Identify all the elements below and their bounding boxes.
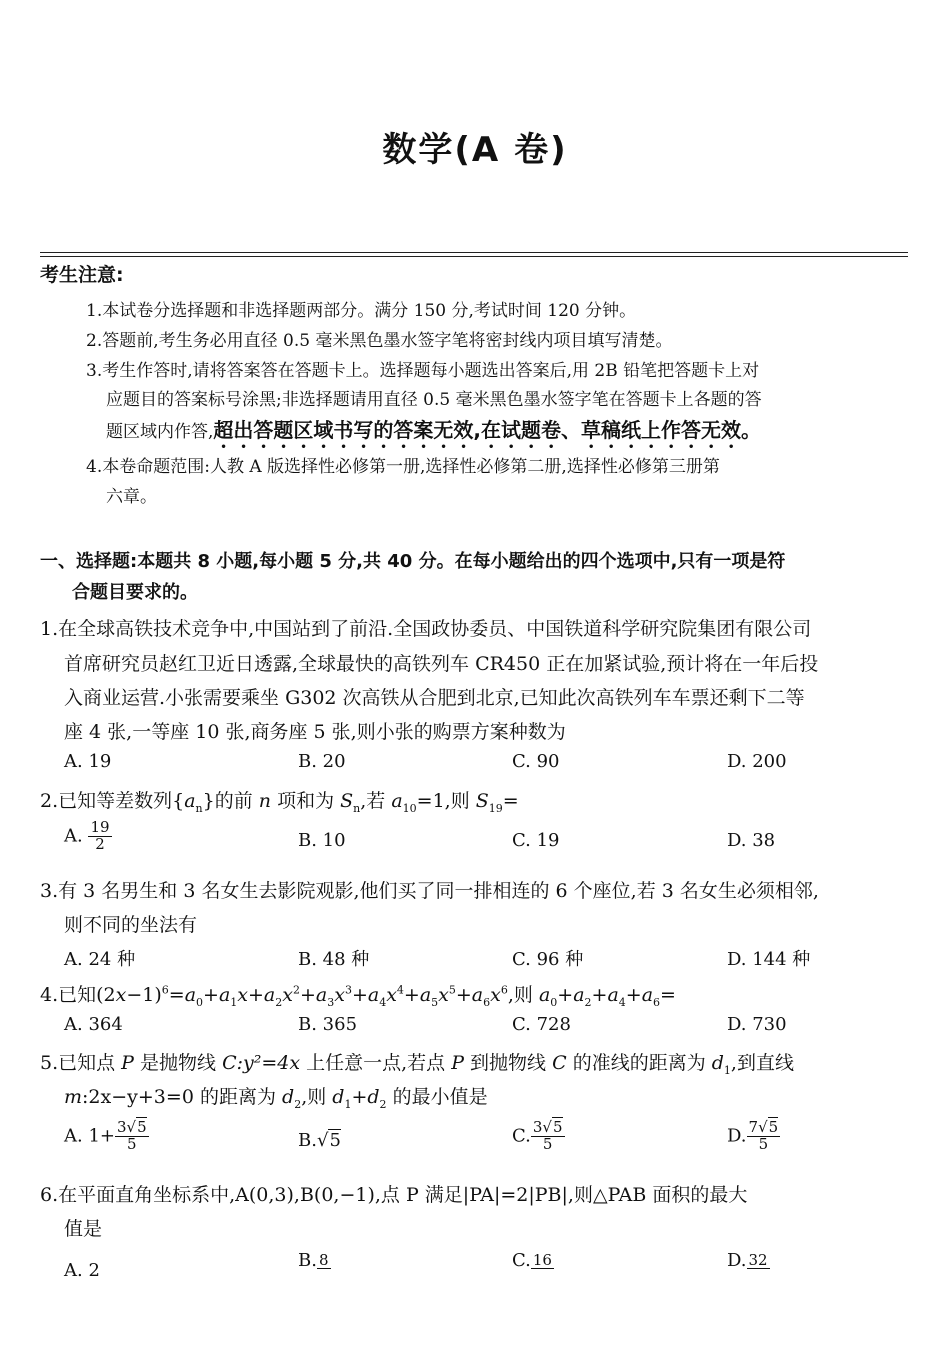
q5-option-a [64,1120,149,1153]
option-label: B. [298,1250,317,1271]
q5-text: 5.已知点 [40,1052,122,1074]
q1-line: 1.在全球高铁技术竞争中,中国站到了前沿.全国政协委员、中国铁道科学研究院集团有限公司 [40,618,812,640]
option-label: D. [727,1125,747,1147]
q1-option-a: A. 19 [64,751,112,772]
q2-text: }的前 [202,790,259,812]
q5-sub: 2 [294,1097,302,1111]
option-label: A. 1+ [64,1125,115,1147]
q3-line: 则不同的坐法有 [64,914,198,936]
q3-option-d: D. 144 种 [727,949,811,970]
q2-text: 2.已知等差数列{ [40,790,185,812]
q4-option-c: C. 728 [512,1014,571,1035]
q5-equation: :y²=4x [236,1052,301,1074]
q5-var: P [451,1052,465,1074]
notice-item: 应题目的答案标号涂黑;非选择题请用直径 0.5 毫米黑色墨水签字笔在答题卡上各题的答 [106,390,762,410]
radicand: 5 [768,1118,779,1136]
q5-text: 的最小值是 [386,1086,488,1108]
q5-text: + [351,1086,368,1108]
q2-var: S [475,790,489,812]
fraction [115,1120,149,1153]
q5-var: d [367,1086,380,1108]
q5-text: ,到直线 [730,1052,794,1074]
numerator: 7√5 [748,1118,779,1136]
q5-var: d [332,1086,345,1108]
q5-option-b: B.√5 [298,1130,341,1151]
denominator: 5 [127,1134,137,1153]
header-rule-bottom [40,256,908,257]
header-rule-top [40,252,908,253]
q3-line: 3.有 3 名男生和 3 名女生去影院观影,他们买了同一排相连的 6 个座位,若 3 名女生必须相邻, [40,880,819,902]
numerator: 32 [748,1250,768,1269]
fraction [531,1250,554,1270]
q5-text: 到抛物线 [464,1052,553,1074]
q2-var: a [391,790,403,812]
q1-line: 座 4 张,一等座 10 张,商务座 5 张,则小张的购票方案种数为 [64,721,566,743]
q2-var: S [340,790,354,812]
q5-sub: 1 [344,1097,352,1111]
q5-var: C [552,1052,567,1074]
q5-text: 的距离为 [193,1086,283,1108]
notice-item: 3.考生作答时,请将答案答在答题卡上。选择题每小题选出答案后,用 2B 铅笔把答题卡上对 [86,361,760,381]
q1-option-d: D. 200 [727,751,787,772]
q2-option-b: B. 10 [298,830,346,851]
q5-line [64,1082,488,1111]
q5-text: ,则 [301,1086,333,1108]
q5-var: d [282,1086,295,1108]
fraction [88,820,111,853]
q3-option-c: C. 96 种 [512,949,584,970]
q5-option-c [512,1120,565,1153]
q2-text: =1,则 [416,790,476,812]
option-label: D. [727,1250,747,1271]
q6-option-d [727,1250,770,1271]
option-label: C. [512,1250,531,1271]
page-title: 数学(A 卷) [382,130,568,170]
q2-sub: 10 [402,801,417,815]
q2-option-a [64,820,112,853]
q5-sub: 2 [379,1097,387,1111]
q2-sub: 19 [488,801,503,815]
q4-text: −1) [126,984,162,1006]
notice-emphasis: 超出答题区域书写的答案无效,在试题卷、草稿纸上作答无效。 [213,418,762,442]
coef: 3 [116,1118,127,1136]
notice-item: 4.本卷命题范围:人教 A 版选择性必修第一册,选择性必修第二册,选择性必修第三册第 [86,457,720,477]
q1-option-c: C. 90 [512,751,560,772]
notice-item: 2.答题前,考生务必用直径 0.5 毫米黑色墨水签字笔将密封线内项目填写清楚。 [86,331,673,351]
q2-sub: n [353,801,361,815]
section-heading-cont: 合题目要求的。 [72,582,198,603]
numerator: 19 [90,818,110,836]
q4-option-b: B. 365 [298,1014,358,1035]
q2-option-d: D. 38 [727,830,776,851]
q2-text: 项和为 [271,790,341,812]
numerator: 8 [318,1250,329,1269]
numerator: 3√5 [532,1118,563,1136]
denominator: 2 [95,834,105,853]
q3-option-b: B. 48 种 [298,949,370,970]
q4-stem: 4.已知$(2x-1)^6=a_0+a_1x+a_2x^2+a_3x^3+a_4x^4+a_5x^5+a_6x^6$,则 $a_0+a_2+a_4+a_6=$ [40,983,676,1009]
q2-stem [40,786,519,815]
q3-option-a: A. 24 种 [64,949,136,970]
q5-text: 的准线的距离为 [566,1052,712,1074]
q6-line: 6.在平面直角坐标系中,A(0,3),B(0,−1),点 P 满足|PA|=2|PB|,则△PAB 面积的最大 [40,1184,748,1206]
numerator: 16 [532,1250,552,1269]
option-label: B. [298,1130,317,1151]
q2-text: ,若 [360,790,392,812]
q2-text: = [502,790,519,812]
q5-var: C [222,1052,237,1074]
notice-item [106,414,761,453]
coef: 7 [748,1118,759,1136]
q1-line: 首席研究员赵红卫近日透露,全球最快的高铁列车 CR450 正在加紧试验,预计将在一年后投 [64,653,819,675]
radicand: 5 [329,1130,341,1151]
q4-text: = [660,984,676,1006]
fraction [531,1120,565,1153]
notice-item: 1.本试卷分选择题和非选择题两部分。满分 150 分,考试时间 120 分钟。 [86,301,637,321]
q2-var: a [184,790,196,812]
option-label: A. [64,825,83,847]
q5-var: P [121,1052,134,1074]
q4-text: ,则 [507,984,539,1006]
q5-option-d [727,1120,780,1153]
q4-option-a: A. 364 [64,1014,123,1035]
q4-text: 4.已知(2 [40,984,116,1006]
q6-line: 值是 [64,1218,103,1240]
notice-heading: 考生注意: [40,264,124,286]
section-heading: 一、选择题:本题共 8 小题,每小题 5 分,共 40 分。在每小题给出的四个选项中,只有一项是符 [40,551,786,572]
q4-option-d: D. 730 [727,1014,787,1035]
denominator: 5 [542,1134,553,1153]
q1-option-b: B. 20 [298,751,346,772]
q4-exponent: 6 [161,983,169,997]
q5-line [40,1048,794,1077]
q5-text: 是抛物线 [133,1052,223,1074]
option-label: C. [512,1125,531,1147]
q5-text: 上任意一点,若点 [300,1052,452,1074]
q2-var: n [258,790,272,812]
q5-equation: :2x−y+3=0 [82,1086,194,1108]
q5-var: m [64,1086,83,1108]
q2-option-c: C. 19 [512,830,560,851]
fraction [747,1250,770,1270]
q5-sub: 1 [723,1063,731,1077]
coef: 3 [532,1118,543,1136]
q6-option-a: A. 2 [64,1260,100,1281]
q1-line: 入商业运营.小张需要乘坐 G302 次高铁从合肥到北京,已知此次高铁列车车票还剩下二等 [64,687,805,709]
notice-text: 题区域内作答, [106,422,214,442]
radicand: 5 [137,1118,147,1136]
radicand: 5 [552,1118,563,1136]
q6-option-b [298,1250,331,1271]
q2-sub: n [195,801,203,815]
fraction [747,1120,781,1153]
denominator: 5 [758,1134,769,1153]
fraction [317,1250,331,1270]
q6-option-c [512,1250,554,1271]
notice-item: 六章。 [106,487,157,507]
numerator: 3√5 [116,1118,147,1136]
q5-var: d [711,1052,724,1074]
